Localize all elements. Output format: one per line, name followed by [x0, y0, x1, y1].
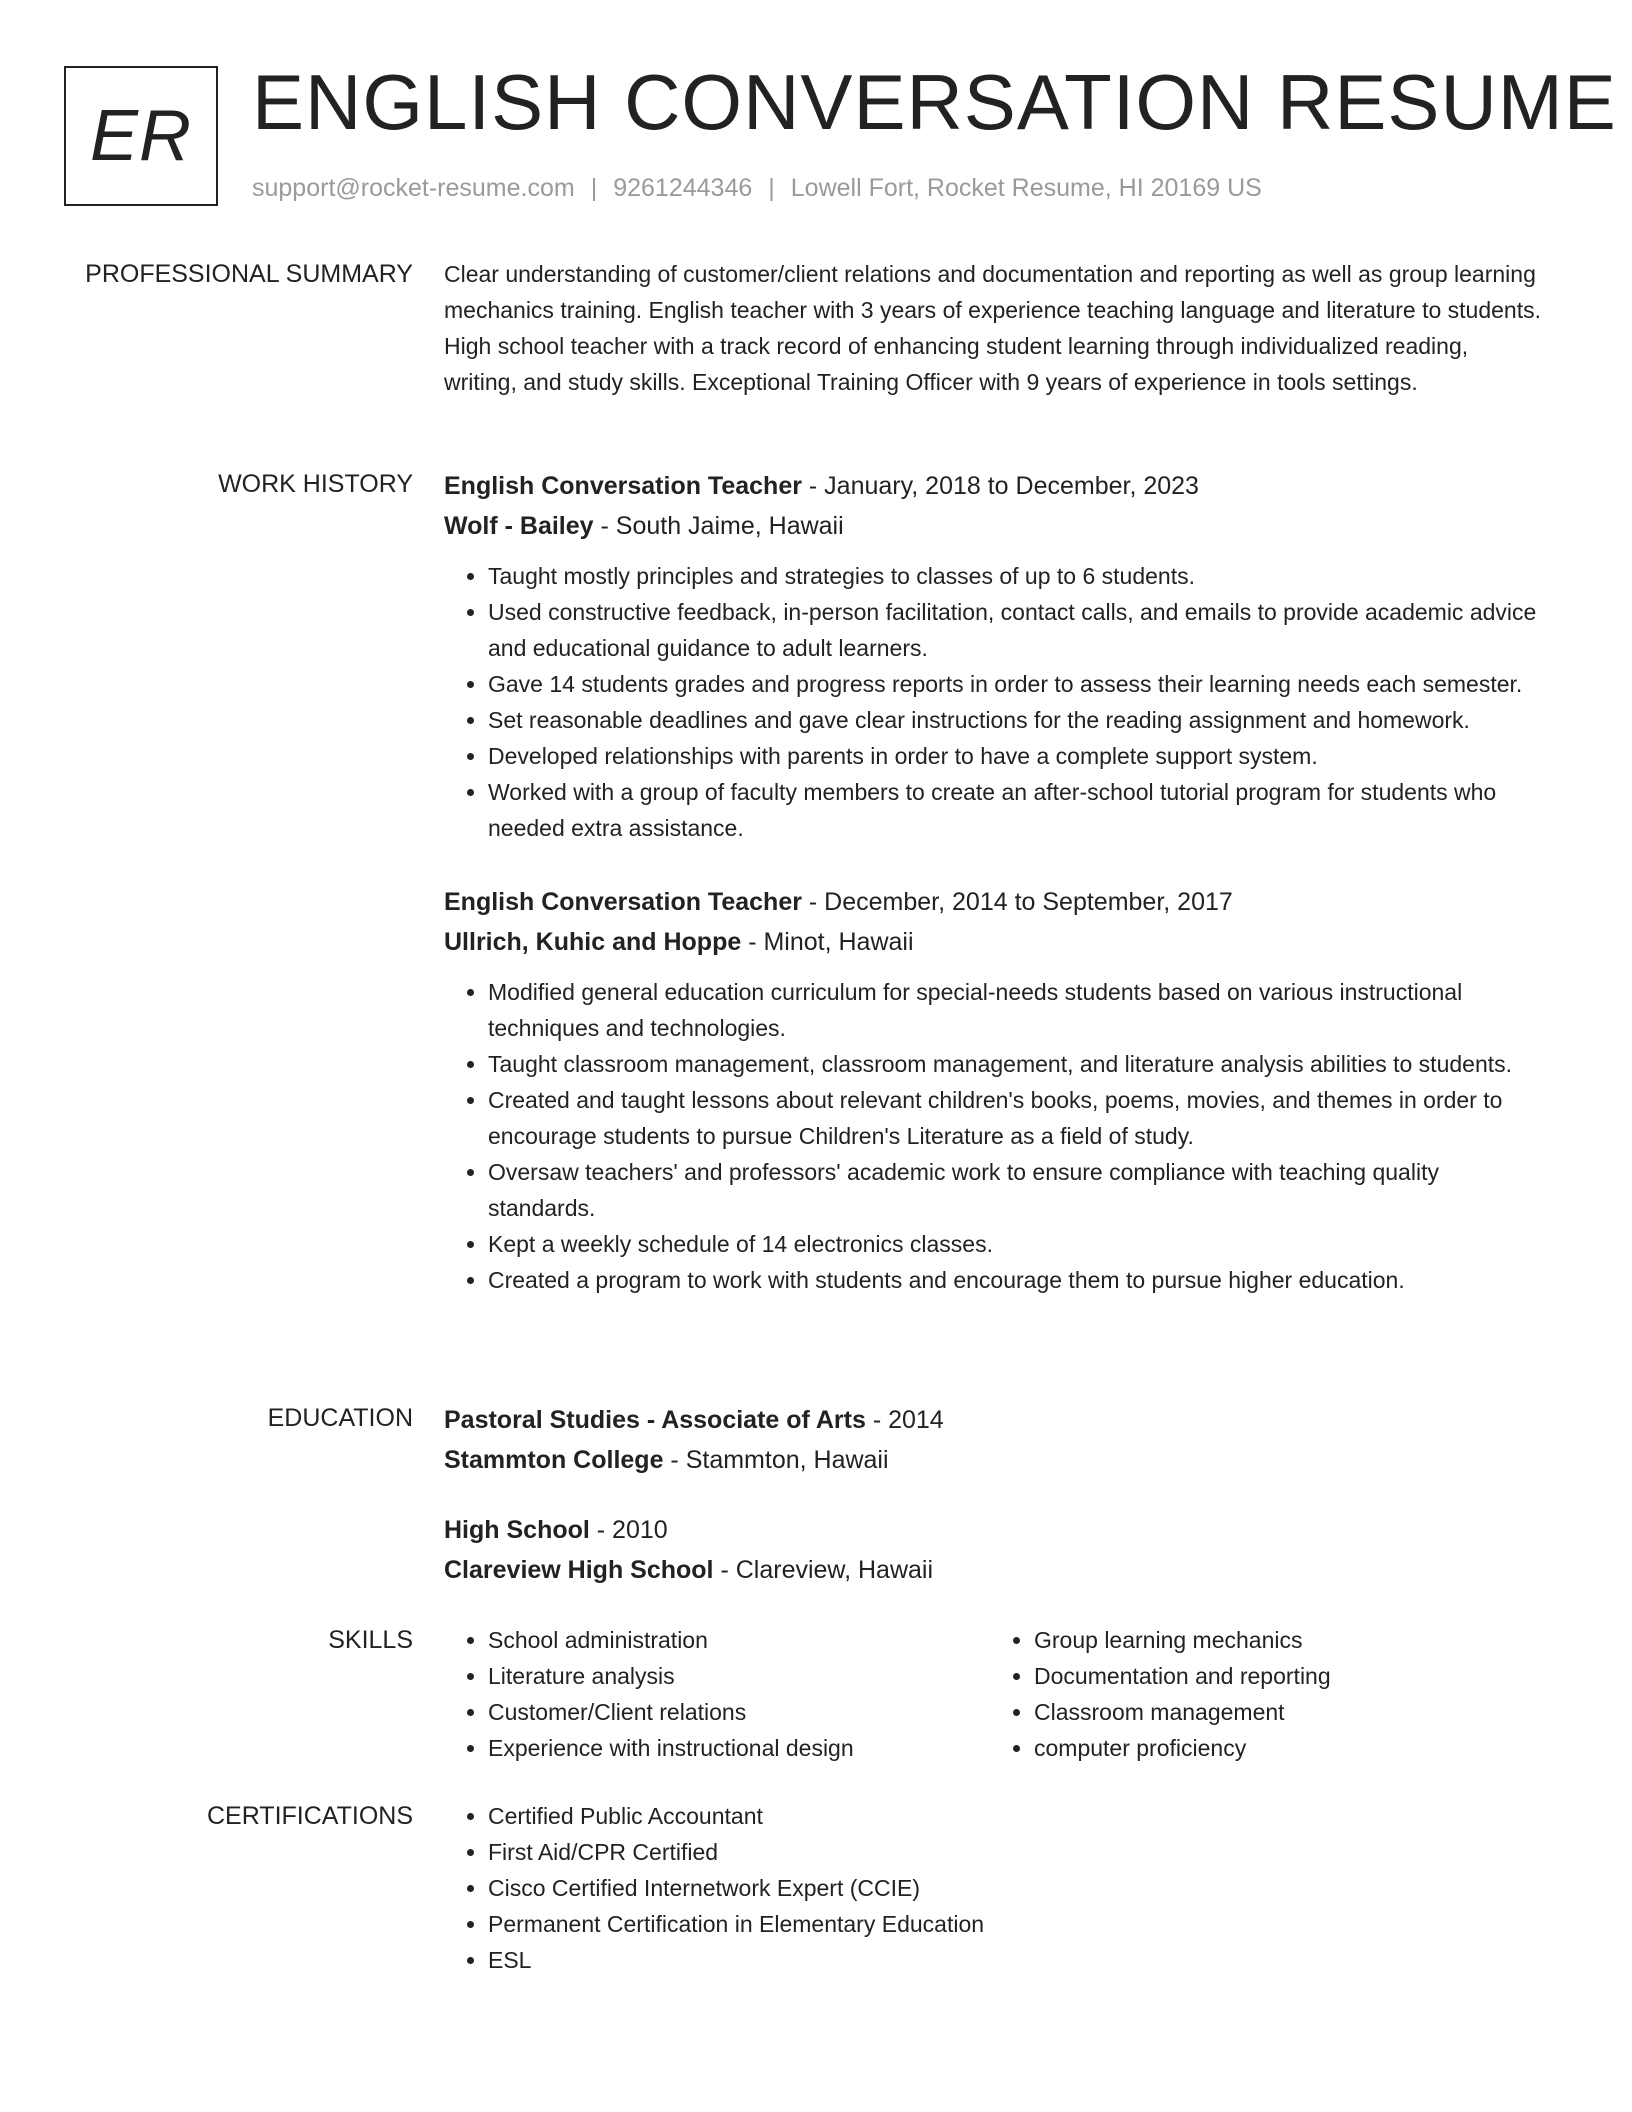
skills-body: [444, 1622, 1544, 1766]
contact-phone[interactable]: 9261244346: [613, 174, 753, 202]
education-school: Clareview High School: [444, 1556, 714, 1584]
page-title: ENGLISH CONVERSATION RESUME: [252, 58, 1617, 146]
contact-line: [252, 174, 1262, 203]
education-year: - 2014: [865, 1406, 944, 1434]
certification-item: • First Aid/CPR Certified: [488, 1834, 1544, 1870]
certifications-list: [444, 1798, 1544, 1978]
education-degree-line: [444, 1510, 1544, 1550]
job-title: English Conversation Teacher: [444, 888, 802, 916]
education-school-line: [444, 1440, 1544, 1480]
skill-item: • School administration: [488, 1622, 990, 1658]
contact-address: Lowell Fort, Rocket Resume, HI 20169 US: [790, 174, 1262, 202]
education-entry: [444, 1510, 1544, 1590]
work-history-body: [444, 466, 1544, 1334]
job-bullets: [444, 974, 1544, 1298]
job-company: Wolf - Bailey: [444, 512, 594, 540]
skill-item: • Literature analysis: [488, 1658, 990, 1694]
skill-item: • computer proficiency: [1034, 1730, 1536, 1766]
education-degree: High School: [444, 1516, 590, 1544]
job-bullet: • Gave 14 students grades and progress reports in order to assess their learning needs each semester.: [488, 666, 1544, 702]
job-dates: - January, 2018 to December, 2023: [801, 472, 1199, 500]
education-degree-line: [444, 1400, 1544, 1440]
skills-list-right: [990, 1622, 1536, 1766]
section-label-skills: SKILLS: [328, 1626, 413, 1654]
certification-item: • ESL: [488, 1942, 1544, 1978]
skills-list-left: [444, 1622, 990, 1766]
education-school: Stammton College: [444, 1446, 664, 1474]
job-bullet: • Developed relationships with parents in order to have a complete support system.: [488, 738, 1544, 774]
job-location: - Minot, Hawaii: [741, 928, 914, 956]
job-bullet: • Taught mostly principles and strategies to classes of up to 6 students.: [488, 558, 1544, 594]
education-location: - Stammton, Hawaii: [663, 1446, 889, 1474]
education-entry: [444, 1400, 1544, 1480]
job-dates: - December, 2014 to September, 2017: [801, 888, 1233, 916]
certification-item: • Cisco Certified Internetwork Expert (CCIE): [488, 1870, 1544, 1906]
job-bullet: • Kept a weekly schedule of 14 electronics classes.: [488, 1226, 1544, 1262]
section-label-certifications: CERTIFICATIONS: [206, 1802, 413, 1830]
certification-item: • Permanent Certification in Elementary Education: [488, 1906, 1544, 1942]
job-company-line: [444, 922, 1544, 962]
section-label-summary: PROFESSIONAL SUMMARY: [85, 260, 413, 288]
job-entry: [444, 466, 1544, 846]
certifications-body: [444, 1798, 1544, 1978]
skill-item: • Experience with instructional design: [488, 1730, 990, 1766]
job-bullet: • Used constructive feedback, in-person facilitation, contact calls, and emails to provide academic advice and educational guidance to adult learners.: [488, 594, 1544, 666]
summary-text: Clear understanding of customer/client relations and documentation and reporting as well as group learning mechanics training. English teacher with 3 years of experience teaching language and literature to students. High school teacher with a track record of enhancing student learning through individualized reading, writing, and study skills. Exceptional Training Officer with 9 years of experience in tools settings.: [444, 261, 1541, 395]
job-bullet: • Oversaw teachers' and professors' academic work to ensure compliance with teaching quality standards.: [488, 1154, 1544, 1226]
education-year: - 2010: [589, 1516, 668, 1544]
summary-body: [444, 256, 1544, 400]
job-bullet: • Created and taught lessons about relevant children's books, poems, movies, and themes in order to encourage students to pursue Children's Literature as a field of study.: [488, 1082, 1544, 1154]
education-school-line: [444, 1550, 1544, 1590]
job-title: English Conversation Teacher: [444, 472, 802, 500]
job-title-line: [444, 466, 1544, 506]
job-location: - South Jaime, Hawaii: [593, 512, 844, 540]
skill-item: • Group learning mechanics: [1034, 1622, 1536, 1658]
skill-item: • Customer/Client relations: [488, 1694, 990, 1730]
job-bullet: • Modified general education curriculum for special-needs students based on various instructional techniques and technologies.: [488, 974, 1544, 1046]
contact-email[interactable]: support@rocket-resume.com: [252, 174, 575, 202]
job-company-line: [444, 506, 1544, 546]
education-body: [444, 1400, 1544, 1620]
contact-separator: |: [590, 174, 598, 202]
skill-item: • Classroom management: [1034, 1694, 1536, 1730]
job-entry: [444, 882, 1544, 1298]
skill-item: • Documentation and reporting: [1034, 1658, 1536, 1694]
job-title-line: [444, 882, 1544, 922]
job-bullets: [444, 558, 1544, 846]
job-bullet: • Created a program to work with students and encourage them to pursue higher education.: [488, 1262, 1544, 1298]
job-bullet: • Taught classroom management, classroom management, and literature analysis abilities to students.: [488, 1046, 1544, 1082]
job-company: Ullrich, Kuhic and Hoppe: [444, 928, 742, 956]
job-bullet: • Worked with a group of faculty members to create an after-school tutorial program for students who needed extra assistance.: [488, 774, 1544, 846]
education-degree: Pastoral Studies - Associate of Arts: [444, 1406, 866, 1434]
monogram-logo: ER: [64, 66, 218, 206]
section-label-education: EDUCATION: [267, 1404, 413, 1432]
section-label-work-history: WORK HISTORY: [218, 470, 413, 498]
job-bullet: • Set reasonable deadlines and gave clear instructions for the reading assignment and homework.: [488, 702, 1544, 738]
education-location: - Clareview, Hawaii: [713, 1556, 934, 1584]
certification-item: • Certified Public Accountant: [488, 1798, 1544, 1834]
contact-separator: |: [768, 174, 775, 202]
